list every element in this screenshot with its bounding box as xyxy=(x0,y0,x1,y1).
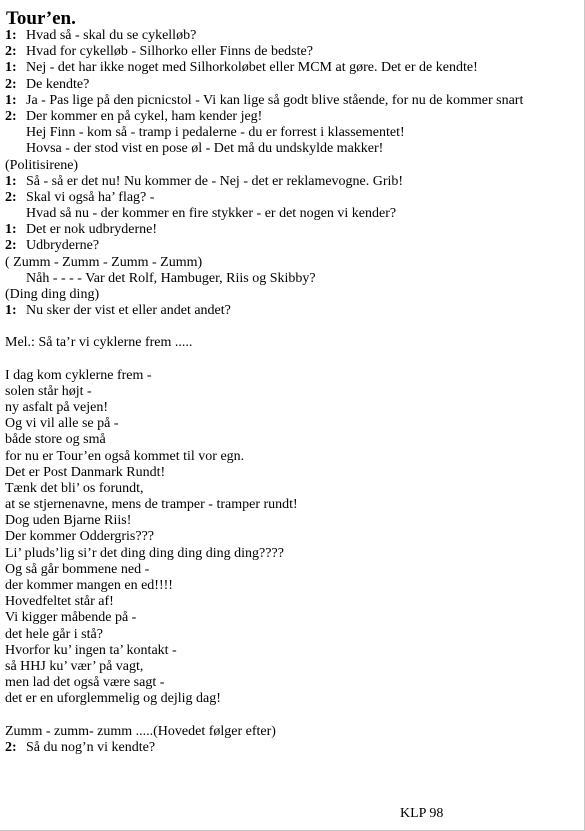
speaker-label: 1: xyxy=(5,92,17,108)
dialogue-text: Hvad så - skal du se cykelløb? xyxy=(26,28,197,43)
dialogue-text: Så du nog’n vi kendte? xyxy=(26,739,156,755)
speaker-label: 1: xyxy=(5,173,17,189)
closing-line: Zumm - zumm- zumm .....(Hovedet følger efter) xyxy=(5,723,276,739)
dialogue-line xyxy=(5,60,583,76)
speaker-label: 2: xyxy=(5,739,17,755)
verse-line: men lad det også være sagt - xyxy=(5,675,165,691)
dialogue-text: Der kommer en på cykel, ham kender jeg! xyxy=(26,108,263,124)
verse-block xyxy=(5,368,583,708)
speaker-label: 2: xyxy=(5,238,17,254)
dialogue-line xyxy=(5,174,583,190)
dialogue-line xyxy=(5,44,583,60)
verse-line: det er en uforglemmelig og dejlig dag! xyxy=(5,691,221,707)
verse-line: Og vi vil alle se på - xyxy=(5,416,119,432)
verse-line: solen står højt - xyxy=(5,383,92,399)
dialogue-text: Så - så er det nu! Nu kommer de - Nej - det er reklamevogne. Grib! xyxy=(26,173,404,189)
melody-line: Mel.: Så ta’r vi cyklerne frem ..... xyxy=(5,335,193,351)
dialogue-continuation: Nåh - - - - Var det Rolf, Hambuger, Riis og Skibby? xyxy=(26,270,316,286)
dialogue-line xyxy=(5,93,583,109)
dialogue-continuation: Hovsa - der stod vist en pose øl - Det må du undskylde makker! xyxy=(26,141,384,157)
verse-line: I dag kom cyklerne frem - xyxy=(5,367,152,383)
dialogue-text: Nu sker der vist et eller andet andet? xyxy=(26,303,231,319)
verse-line: Vi kigger måbende på - xyxy=(5,610,137,626)
dialogue-text: Hvad for cykelløb - Silhorko eller Finns de bedste? xyxy=(26,44,313,60)
verse-line: så HHJ ku’ vær’ på vagt, xyxy=(5,658,144,674)
verse-line: at se stjernenavne, mens de tramper - tramper rundt! xyxy=(5,497,298,513)
dialogue-line xyxy=(5,222,583,238)
dialogue-line xyxy=(5,28,583,44)
verse-line: ny asfalt på vejen! xyxy=(5,399,109,415)
dialogue-text: Det er nok udbryderne! xyxy=(26,222,158,238)
speaker-label: 2: xyxy=(5,44,17,60)
speaker-label: 2: xyxy=(5,108,17,124)
speaker-label: 2: xyxy=(5,189,17,205)
verse-line: Tænk det bli’ os forundt, xyxy=(5,480,144,496)
dialogue-block xyxy=(5,28,583,319)
dialogue-line xyxy=(5,238,583,254)
verse-line: både store og små xyxy=(5,432,106,448)
verse-line: Hovedfeltet står af! xyxy=(5,594,114,610)
dialogue-continuation: Hej Finn - kom så - tramp i pedalerne - du er forrest i klassementet! xyxy=(26,125,405,141)
dialogue-line xyxy=(5,303,583,319)
final-dialogue-line xyxy=(5,740,583,756)
speaker-label: 1: xyxy=(5,60,17,76)
speaker-label: 1: xyxy=(5,28,17,43)
verse-line: Li’ pluds’lig si’r det ding ding ding ding ding???? xyxy=(5,545,284,561)
verse-line: der kommer mangen en ed!!!! xyxy=(5,578,173,593)
dialogue-text: Nej - det har ikke noget med Silhorkoløbet eller MCM at gøre. Det er de kendte! xyxy=(26,60,478,76)
verse-line: det hele går i stå? xyxy=(5,626,103,642)
document-body xyxy=(5,28,583,756)
dialogue-continuation: Hvad så nu - der kommer en fire stykker - er det nogen vi kender? xyxy=(26,206,397,222)
verse-line: Det er Post Danmark Rundt! xyxy=(5,464,166,480)
speaker-label: 1: xyxy=(5,222,17,238)
dialogue-line xyxy=(5,190,583,206)
signature: KLP 98 xyxy=(400,806,444,821)
speaker-label: 2: xyxy=(5,76,17,92)
verse-line: Hvorfor ku’ ingen ta’ kontakt - xyxy=(5,642,177,658)
page-title: Tour’en. xyxy=(6,8,76,29)
dialogue-text: Udbryderne? xyxy=(26,238,100,254)
dialogue-line xyxy=(5,77,583,93)
speaker-label: 1: xyxy=(5,303,17,319)
stage-direction: ( Zumm - Zumm - Zumm - Zumm) xyxy=(5,254,203,270)
verse-line: Dog uden Bjarne Riis! xyxy=(5,513,132,529)
stage-direction: (Ding ding ding) xyxy=(5,287,100,302)
dialogue-line xyxy=(5,109,583,125)
verse-line: Og så går bommene ned - xyxy=(5,561,150,577)
dialogue-text: De kendte? xyxy=(26,76,90,92)
dialogue-text: Ja - Pas lige på den picnicstol - Vi kan lige så godt blive stående, for nu de kommer snart xyxy=(26,92,524,108)
dialogue-text: Skal vi også ha’ flag? - xyxy=(26,189,155,205)
verse-line: Der kommer Oddergris??? xyxy=(5,529,155,545)
stage-direction: (Politisirene) xyxy=(5,157,79,173)
verse-line: for nu er Tour’en også kommet til vor egn. xyxy=(5,448,245,464)
